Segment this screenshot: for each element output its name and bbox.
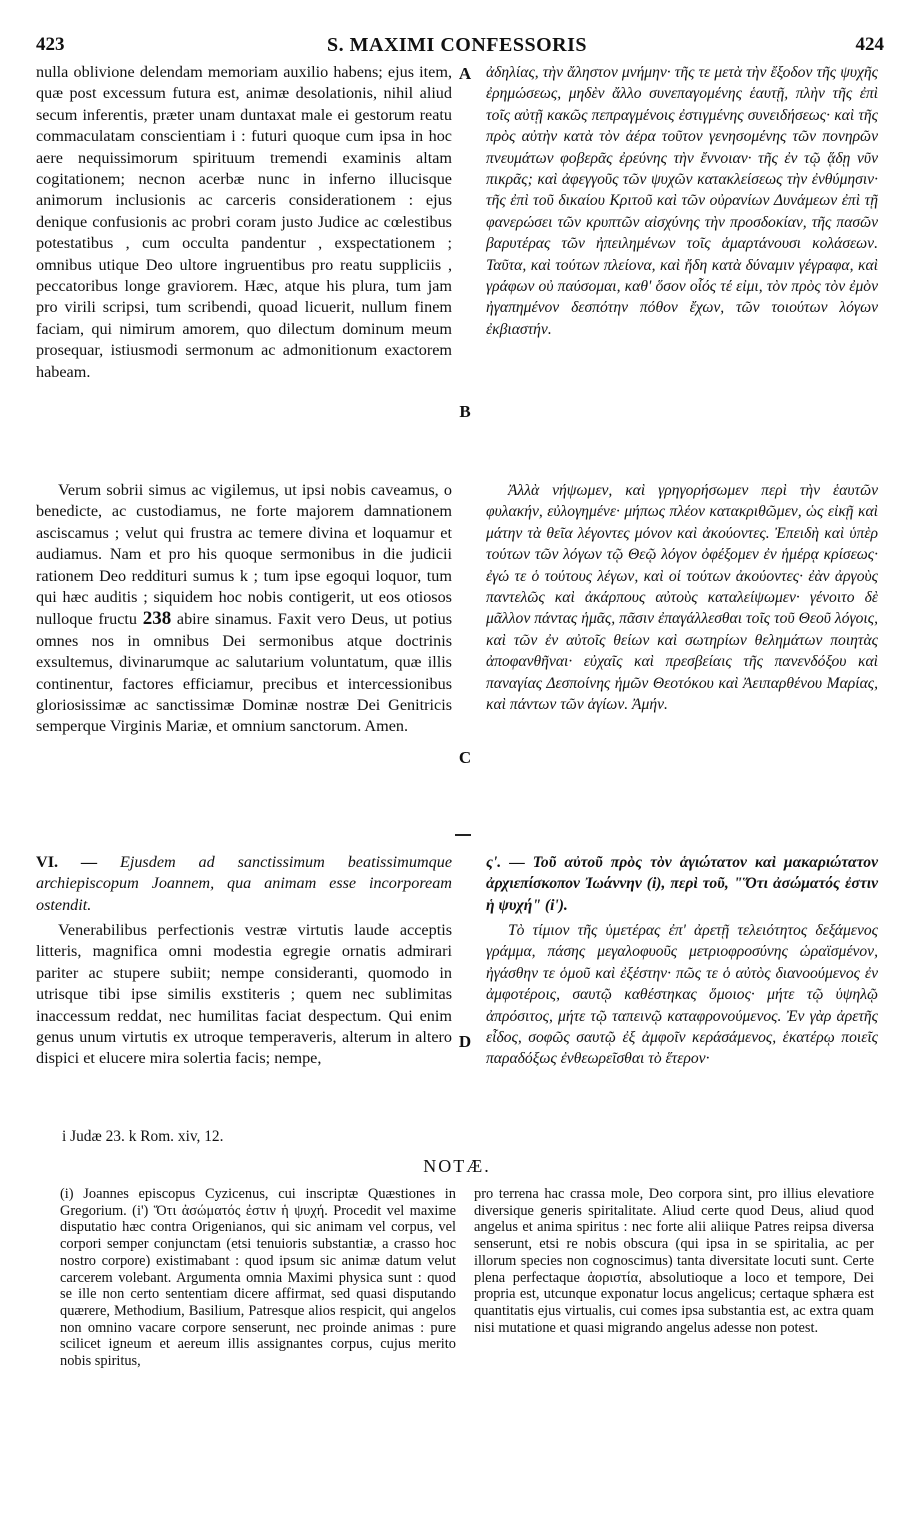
page-number-left: 423 bbox=[36, 34, 65, 55]
notes-right-column bbox=[474, 1186, 874, 1336]
section-divider bbox=[455, 834, 471, 836]
margin-letter-b: B bbox=[459, 402, 471, 421]
margin-letter-a: A bbox=[458, 64, 472, 83]
section-title: Ejusdem ad sanctissimum beatissimumque archiepiscopum Joannem, qua animam esse incorpoream ostendit. bbox=[36, 853, 453, 914]
greek-section-title: ς'. — Τοῦ αὐτοῦ πρὸς τὸν ἁγιώτατον καὶ μακαριώτατον ἀρχιεπίσκοπον Ἰωάννην (i), περὶ τοῦ, "Ὅτι ἀσώματός ἐστιν ἡ ψυχή" (i'). bbox=[486, 854, 878, 914]
footnotes: i Judæ 23. k Rom. xiv, 12. bbox=[62, 1128, 224, 1145]
page-header bbox=[30, 34, 884, 60]
latin-paragraph-2 bbox=[36, 480, 452, 738]
latin-text: nulla oblivione delendam memoriam auxilio habens; ejus item, quæ post excessum futura est, animæ desolationis, nihil aliud secum inferentis, præter unam duntaxat male ei gestorum reatu commaculatam conscientiam i : futuri quoque cum ipsa in hoc aere nequissimorum spirituum tremendi examinis altam cogitationem; necnon acerbæ nunc in inferno illucisque animorum inclusionis ac carceris considerationem : ejus denique confusionis ac probri coram justo Judice ac cœlestibus potestatibus , cum occulta pandentur , exspectationem ; omnibus utique Deo ultore ingruentibus pro reatu suppliciis , peccatoribus longe graviorem. Hæc, atque his plura, tum jam pro virili scripsi, tum scribendi, quoad licuerit, nullum finem faciam, qui nimirum amorem, quo dilectum dominum meum prosequar, istiusmodi sermonum ac admonitionum exactorem habeam. bbox=[36, 63, 452, 381]
greek-section-heading bbox=[486, 852, 878, 916]
margin-letter-d: D bbox=[458, 1032, 472, 1051]
greek-paragraph-2 bbox=[486, 480, 878, 715]
greek-text: Ἀλλὰ νήψωμεν, καὶ γρηγορήσωμεν περὶ τὴν ἑαυτῶν φυλακήν, εὐλογημένε· μήπως πλέον κατακριθῶμεν, ὡς εἰκῇ καὶ μάτην τὰ θεῖα λέγοντες μόνον καὶ ἀκούοντες. Ἐπειδὴ καὶ ὑπὲρ τούτων τῶν λόγων τῷ Θεῷ λόγον ὀφέξομεν ἐν ἡμέρᾳ κρίσεως· ἐγώ τε ὁ τούτους λέγων, καὶ οἱ τούτων ἀκούοντες· ἐὰν ἀργοὺς παντελῶς καὶ ἀκάρπους αὐτοὺς καταλείψωμεν· γένοιτο δὲ μᾶλλον πάντας ἡμᾶς, πᾶσιν ἐπαγάλλεσθαι τοῖς τοῦ Θεοῦ λόγοις, καὶ τῶν ἐν αὐτοῖς θείων καὶ σωτηρίων θελημάτων ποιητὰς ἀποφανθῆναι· εὐχαῖς καὶ πρεσβείαις τῆς πανενδόξου καὶ παναγίας Δεσποίνης ἡμῶν Θεοτόκου καὶ Ἀειπαρθένου Μαρίας, καὶ πάντων τῶν ἁγίων. Ἀμήν. bbox=[486, 482, 878, 714]
page-number-right: 424 bbox=[855, 34, 884, 55]
latin-paragraph-3 bbox=[36, 920, 452, 1070]
greek-paragraph-3 bbox=[486, 920, 878, 1070]
latin-text: Venerabilibus perfectionis vestræ virtutis laude acceptis litteris, magnifica omni modestia egregie ornatis admirari pariter ac stupere subiit; nempe consideranti, quomodo in utrisque tibi ipse similis exstiteris ; quem nec sublimitas inaccessum reddat, nec humilitas faciat despectum. Qui enim genus unum virtutis ex utroque temperaveris, alterum in altero dispici et elucere mira solertia facis; nempe, bbox=[36, 921, 452, 1068]
running-title: S. MAXIMI CONFESSORIS bbox=[327, 34, 587, 56]
notes-text: (i) Joannes episcopus Cyzicenus, cui inscriptæ Quæstiones in Gregorium. (i') Ὅτι ἀσώματός ἐστιν ἡ ψυχή. Procedit vel maxime disputatio hæc contra Origenianos, qui sic animam vel corpus, vel corpori semper conjunctam (etsi tenuioris substantiæ, a crasso hoc nostro corpore) existimabant : quod ipsum sic animæ datum velut carcerem volebant. Argumenta omnia Maximi physica sunt : quod se ille non certo sententiam dicere affirmat, sed quasi disputando quærere, Methodium, Basilium, Patresque alios respicit, qui angelos non omnino vacare corpore senserunt, nec proinde animas : pure scilicet igneum et aereum illis assignantes corpus, cujus merito nobis spiritus, bbox=[60, 1186, 456, 1370]
latin-paragraph-1 bbox=[36, 62, 452, 383]
latin-text: abire sinamus. Faxit vero Deus, ut potius omnes nos in omnibus Dei sermonibus atque doctrinis exsultemus, divinarumque ac salutarium voluntatum, quæ illis continentur, factores efficiamur, precibus et intercessionibus gloriosissimæ ac sanctissimæ Dominæ nostræ Dei Genitricis semperque Virginis Mariæ, et omnium sanctorum. Amen. bbox=[36, 610, 453, 736]
latin-text: Verum sobrii simus ac vigilemus, ut ipsi nobis caveamus, o benedicte, ac custodiamus, ne forte majorem damnationem asciscamus ; velut qui frustra ac temere divina et loquamur et audiamus. Nam et pro his quoque sermonibus in die judicii rationem Deo reddituri sumus k ; tum ipse egoqui loquor, tum qui hæc auditis ; siquidem hoc nobis contigerit, ut eos otiosos nulloque fructu bbox=[36, 481, 452, 629]
notae-heading: NOTÆ. bbox=[423, 1156, 491, 1176]
greek-text: Τὸ τίμιον τῆς ὑμετέρας ἐπ' ἀρετῇ τελειότητος δεξάμενος γράμμα, πάσης μεγαλοφυοῦς μετριοφροσύνης ὡραϊσμένον, ἠγάσθην τε ὁμοῦ καὶ ἐξέστην· πῶς τε ὁ αὐτὸς διανοούμενος ἐν ἀμφοτέροις, σαυτῷ καθέστηκας ὅμοιος· μήτε τῷ ὑψηλῷ ἀπρόσιτος, μήτε τῷ ταπεινῷ καταφρονούμενος. Ἐν γὰρ ἀρετῆς εἶδος, σοφῶς σαυτῷ ἐξ ἀμφοῖν κεράσάμενος, ἑκατέρῳ ποιεῖς παραδόξως ἐνθεωρεῖσθαι τὸ ἕτερον· bbox=[486, 922, 878, 1068]
latin-section-heading bbox=[36, 852, 452, 916]
margin-letter-c: C bbox=[458, 748, 472, 767]
greek-paragraph-1 bbox=[486, 62, 878, 340]
column-number-238: 238 bbox=[142, 608, 172, 630]
section-number: VI. — bbox=[36, 853, 98, 871]
greek-text: ἀδηλίας, τὴν ἄληστον μνήμην· τῆς τε μετὰ τὴν ἔξοδον τῆς ψυχῆς ἐρημώσεως, μηδὲν ἄλλο συνεπαγομένης ἑαυτῇ, πλὴν τῆς ἐπὶ τοῖς αὐτῇ κακῶς πεπραγμένοις ἐστιγμένης συνειδήσεως· καὶ τῆς πρὸς αὐτὴν κατὰ τὸν ἀέρα τοῦτον γενησομένης τῶν πονηρῶν πνευμάτων φοβερᾶς ἐρεύνης τὴν ἔννοιαν· τῆς ἐν τῷ ᾅδῃ νῦν πικρᾶς; καὶ ἀφεγγοῦς τῶν ψυχῶν κατακλείσεως τὴν ἐνθύμησιν· τῆς ἐπὶ τοῦ δικαίου Κριτοῦ καὶ τῶν οὐρανίων Δυνάμεων ἐπὶ τῇ φανερώσει τῶν κρυπτῶν αἰσχύνης τὴν προσδοκίαν, τῆς πασῶν βαρυτέρας τῶν ἠπειλημένων τοῖς ἁμαρτάνουσι κολάσεων. Ταῦτα, καὶ τούτων πλείονα, καὶ ἤδη κατὰ δύναμιν γέγραφα, καὶ γράφων οὐ παύσομαι, καθ' ὅσον οἷός τέ εἰμι, τὸν πρὸς τὸν ἐμὸν ἠγαπημένον δεσπότην πόθον ἔχων, τῶν τοιούτων λόγων ἐκβιαστήν. bbox=[486, 64, 878, 338]
notes-left-column bbox=[60, 1186, 456, 1370]
notes-text: pro terrena hac crassa mole, Deo corpora sint, pro illius elevatiore diversique generis spiritalitate. Aliud certe quod Deus, aliud quod angelus et anima spiritus : nec forte alii aliique Patres reipsa diversa senserunt, etsi re nobis obscura (qui ipsa in se spiritalia, ac per illorum species non cognoscimus) tanta diversitate locuti sunt. Certe plena perfectaque ἀοριστία, absolutioque a loco et tempore, Dei propria est, utcunque exponatur locus angelicus; certaque sphæra est quantitatis ejus virtualis, cui comes ipsa substantia est, ac extra quam nisi mutatione et quasi migrando angelus adesse non potest. bbox=[474, 1186, 874, 1336]
